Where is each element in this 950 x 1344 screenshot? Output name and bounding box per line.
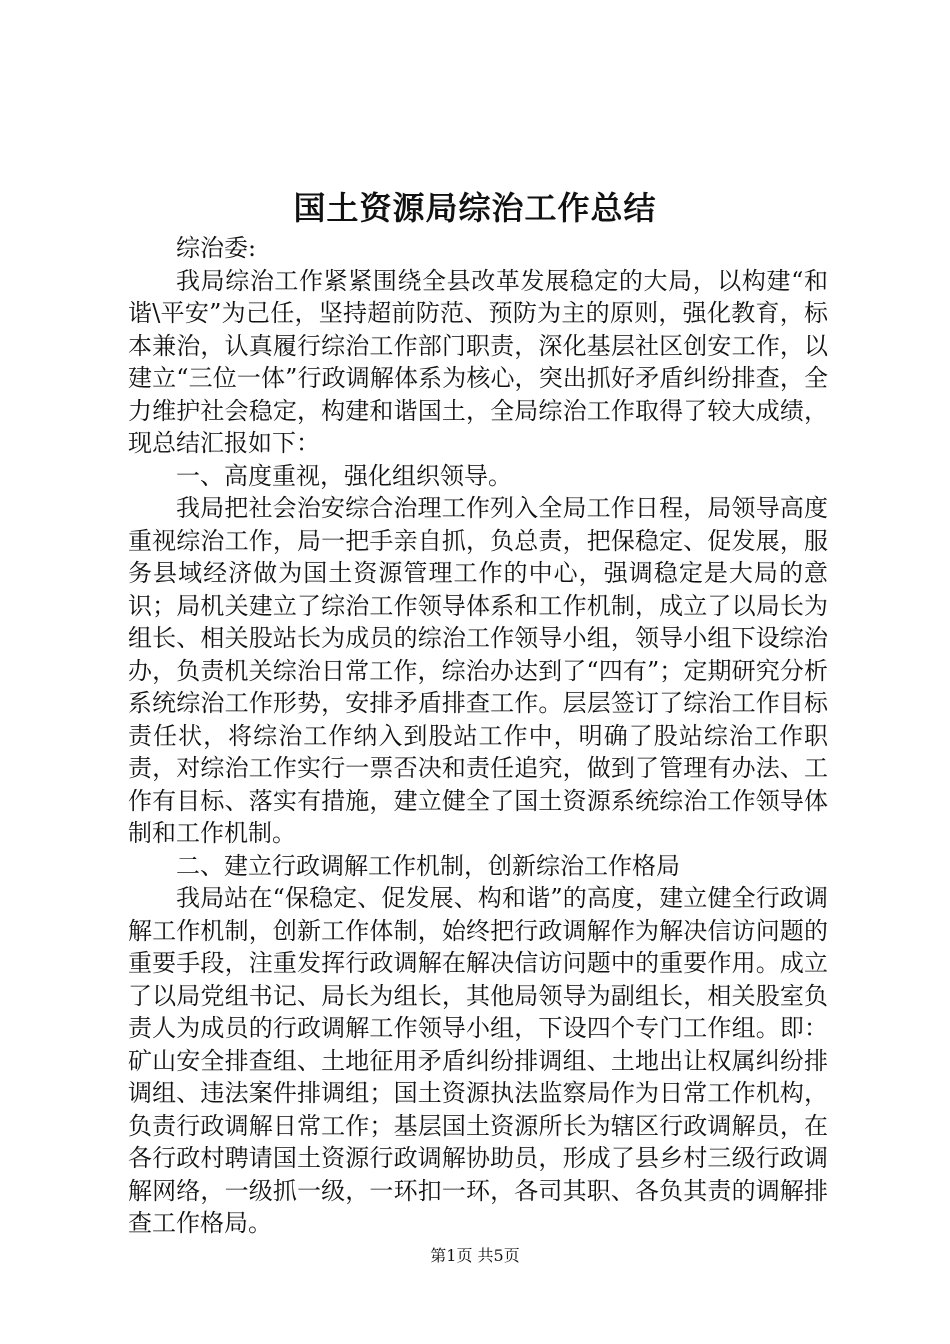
salutation: 综治委:	[176, 234, 257, 262]
paragraph-section-2: 我局站在“保稳定、促发展、构和谐”的高度，建立健全行政调解工作机制，创新工作体制，始终把行政调解作为解决信访问题的重要手段，注重发挥行政调解在解决信访问题中的重要作用。成立了以局党组书记、局长为组长，其他局领导为副组长，相关股室负责人为成员的行政调解工作领导小组，下设四个专门工作组。即：矿山安全排查组、土地征用矛盾纠纷排调组、土地出让权属纠纷排调组、违法案件排调组；国土资源执法监察局作为日常工作机构，负责行政调解日常工作；基层国土资源所长为辖区行政调解员，在各行政村聘请国土资源行政调解协助员，形成了县乡村三级行政调解网络，一级抓一级，一环扣一环，各司其职、各负其责的调解排查工作格局。	[128, 884, 828, 1237]
section-heading-1: 一、高度重视，强化组织领导。	[176, 461, 512, 490]
paragraph-section-1: 我局把社会治安综合治理工作列入全局工作日程，局领导高度重视综治工作，局一把手亲自抓，负总责，把保稳定、促发展，服务县域经济做为国土资源管理工作的中心，强调稳定是大局的意识；局机关建立了综治工作领导体系和工作机制，成立了以局长为组长、相关股站长为成员的综治工作领导小组，领导小组下设综治办，负责机关综治日常工作，综治办达到了“四有”；定期研究分析系统综治工作形势，安排矛盾排查工作。层层签订了综治工作目标责任状，将综治工作纳入到股站工作中，明确了股站综治工作职责，对综治工作实行一票否决和责任追究，做到了管理有办法、工作有目标、落实有措施，建立健全了国土资源系统综治工作领导体制和工作机制。	[128, 494, 828, 847]
document-body	[128, 232, 828, 1240]
paragraph-intro: 我局综治工作紧紧围绕全县改革发展稳定的大局，以构建“和谐\平安”为己任，坚持超前防范、预防为主的原则，强化教育，标本兼治，认真履行综治工作部门职责，深化基层社区创安工作，以建立“三位一体”行政调解体系为核心，突出抓好矛盾纠纷排查，全力维护社会稳定，构建和谐国土，全局综治工作取得了较大成绩，现总结汇报如下：	[128, 266, 828, 457]
page-footer: 第1页 共5页	[430, 1246, 520, 1265]
document-title: 国土资源局综治工作总结	[293, 189, 657, 227]
section-heading-2: 二、建立行政调解工作机制，创新综治工作格局	[176, 851, 680, 880]
